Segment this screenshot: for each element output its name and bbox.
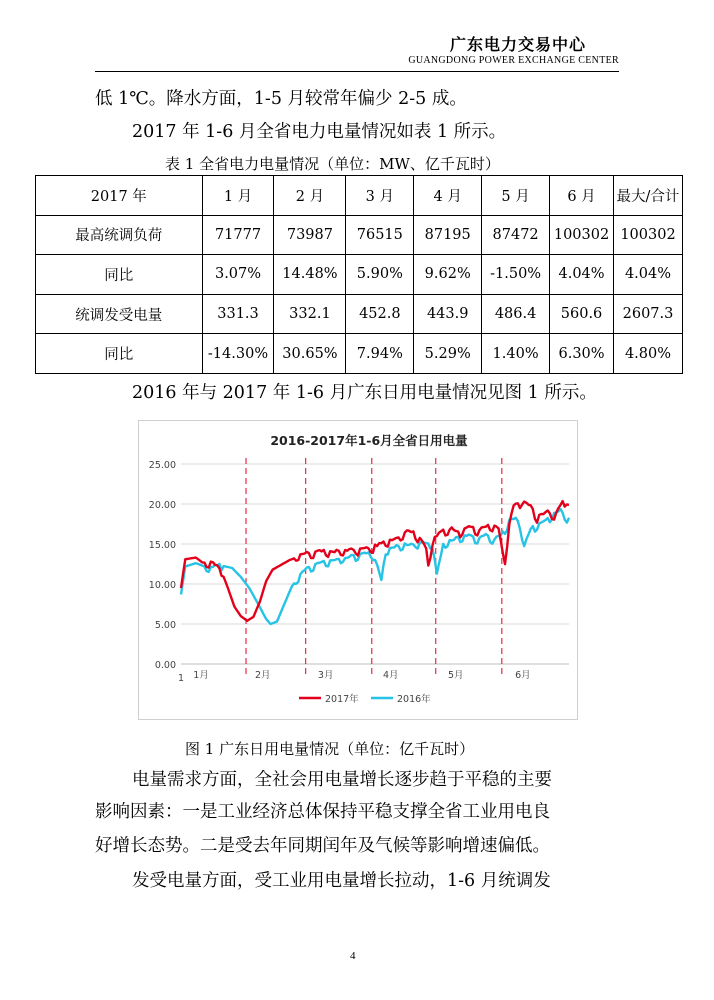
table-row <box>36 334 683 374</box>
paragraph-rainfall: 低 1℃。降水方面，1-5 月较常年偏少 2-5 成。 <box>95 89 467 109</box>
header-divider <box>95 71 619 72</box>
y-tick-label: 0.00 <box>154 660 176 671</box>
chart-canvas <box>139 421 577 719</box>
row-label: 统调发受电量 <box>36 294 203 334</box>
table-cell: 4.80% <box>614 334 683 374</box>
table-cell: 71777 <box>202 215 274 255</box>
table-cell: 87195 <box>414 215 482 255</box>
series-line-2016年 <box>181 509 569 624</box>
table-cell: 5.29% <box>414 334 482 374</box>
table-header-cell: 5 月 <box>482 176 550 216</box>
table-header-row <box>36 176 683 216</box>
table-cell: 560.6 <box>550 294 614 334</box>
x-start-label: 1 <box>177 673 185 684</box>
y-tick-label: 15.00 <box>148 540 176 551</box>
y-tick-label: 10.00 <box>148 580 176 591</box>
table-cell: 4.04% <box>614 255 683 295</box>
table-header-cell: 4 月 <box>414 176 482 216</box>
header-subtitle: GUANGDONG POWER EXCHANGE CENTER <box>408 55 619 66</box>
paragraph-demand-3: 好增长态势。二是受去年同期闰年及气候等影响增速偏低。 <box>95 836 550 856</box>
y-tick-label: 25.00 <box>148 460 176 471</box>
table-cell: 76515 <box>346 215 414 255</box>
table-header-cell: 2 月 <box>274 176 346 216</box>
chart-gridlines <box>181 464 569 664</box>
table-cell: 7.94% <box>346 334 414 374</box>
header-title: 广东电力交易中心 <box>449 35 586 54</box>
legend-label: 2016年 <box>397 694 431 705</box>
table-header-cell: 最大/合计 <box>614 176 683 216</box>
paragraph-figure-intro: 2016 年与 2017 年 1-6 月广东日用电量情况见图 1 所示。 <box>132 383 597 403</box>
row-label: 同比 <box>36 255 203 295</box>
chart-month-dividers <box>246 458 502 678</box>
table-cell: 100302 <box>614 215 683 255</box>
chart-series <box>181 501 569 624</box>
table-cell: 5.90% <box>346 255 414 295</box>
table-cell: 452.8 <box>346 294 414 334</box>
paragraph-demand-1: 电量需求方面，全社会用电量增长逐步趋于平稳的主要 <box>132 770 552 790</box>
table-caption: 表 1 全省电力电量情况（单位：MW、亿千瓦时） <box>165 155 500 173</box>
x-month-label: 3月 <box>317 670 334 681</box>
chart-title: 2016-2017年1-6月全省日用电量 <box>270 433 468 448</box>
table-cell: 6.30% <box>550 334 614 374</box>
table-cell: 1.40% <box>482 334 550 374</box>
table-cell: 486.4 <box>482 294 550 334</box>
table-row <box>36 215 683 255</box>
paragraph-table-intro: 2017 年 1-6 月全省电力电量情况如表 1 所示。 <box>132 122 507 142</box>
table-cell: 3.07% <box>202 255 274 295</box>
table-cell: 332.1 <box>274 294 346 334</box>
row-label: 同比 <box>36 334 203 374</box>
chart-y-ticks <box>149 460 176 671</box>
table-cell: 4.04% <box>550 255 614 295</box>
table-cell: 14.48% <box>274 255 346 295</box>
table-cell: 100302 <box>550 215 614 255</box>
table-row <box>36 255 683 295</box>
table-header-cell: 2017 年 <box>36 176 203 216</box>
x-month-label: 4月 <box>382 670 399 681</box>
paragraph-supply: 发受电量方面，受工业用电量增长拉动，1-6 月统调发 <box>132 871 551 891</box>
chart-legend <box>299 693 431 705</box>
table-header-cell: 6 月 <box>550 176 614 216</box>
table-cell: 73987 <box>274 215 346 255</box>
table-cell: 30.65% <box>274 334 346 374</box>
table-header-cell: 3 月 <box>346 176 414 216</box>
daily-consumption-chart <box>138 420 578 720</box>
table-cell: 2607.3 <box>614 294 683 334</box>
page-number: 4 <box>350 950 356 962</box>
row-label: 最高统调负荷 <box>36 215 203 255</box>
table-cell: 87472 <box>482 215 550 255</box>
y-tick-label: 5.00 <box>154 620 176 631</box>
x-month-label: 2月 <box>255 670 271 681</box>
table-cell: -14.30% <box>202 334 274 374</box>
table-header-cell: 1 月 <box>202 176 274 216</box>
table-cell: 9.62% <box>414 255 482 295</box>
power-data-table <box>35 175 683 374</box>
figure-caption: 图 1 广东日用电量情况（单位：亿千瓦时） <box>185 740 475 758</box>
chart-x-labels <box>178 670 531 684</box>
x-month-label: 6月 <box>515 670 531 681</box>
table-cell: 443.9 <box>414 294 482 334</box>
x-month-label: 5月 <box>447 670 464 681</box>
table-cell: 331.3 <box>202 294 274 334</box>
paragraph-demand-2: 影响因素：一是工业经济总体保持平稳支撑全省工业用电良 <box>95 802 550 822</box>
table-row <box>36 294 683 334</box>
x-month-label: 1月 <box>193 670 209 681</box>
y-tick-label: 20.00 <box>148 500 176 511</box>
legend-label: 2017年 <box>325 694 359 705</box>
table-cell: -1.50% <box>482 255 550 295</box>
